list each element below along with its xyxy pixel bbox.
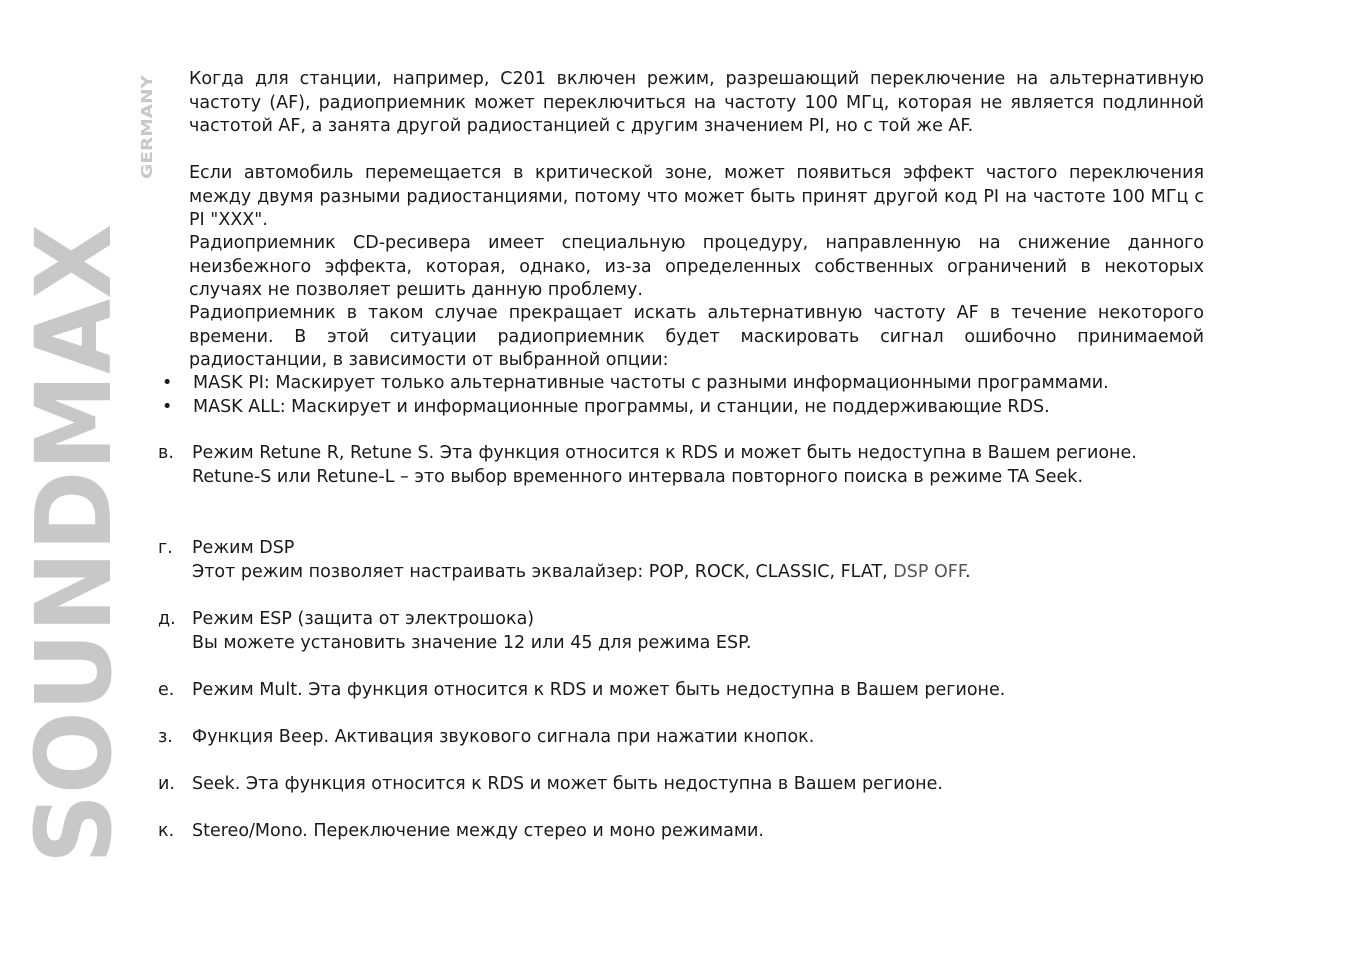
- item-marker: и.: [158, 774, 175, 794]
- bullet-text: MASK ALL: Маскирует и информационные программы, и станции, не поддерживающие RDS.: [193, 397, 1050, 417]
- item-text: Режим Mult. Эта функция относится к RDS и может быть недоступна в Вашем регионе.: [192, 680, 1006, 700]
- item-mult: [158, 679, 1211, 703]
- item-retune: [158, 442, 1211, 489]
- dsp-period: .: [965, 561, 971, 582]
- brand-tagline: GERMANY: [138, 94, 156, 179]
- bullet-mask-pi: [162, 372, 1109, 396]
- item-marker: е.: [158, 680, 175, 700]
- dsp-off-text: DSP OFF: [893, 561, 966, 582]
- brand-name: SOUNDMAX: [13, 178, 135, 864]
- bullet-mask-all: [162, 396, 1050, 420]
- item-text: Retune-S или Retune-L – это выбор временного интервала повторного поиска в режиме TA Seek.: [192, 466, 1084, 487]
- bullet-dot: •: [162, 397, 173, 417]
- bullet-text: MASK PI: Маскирует только альтернативные частоты с разными информационными программами.: [193, 373, 1109, 393]
- item-marker: з.: [158, 727, 173, 747]
- dsp-presets-text: Этот режим позволяет настраивать эквалайзер: POP, ROCK, CLASSIC, FLAT,: [192, 561, 888, 582]
- brand-logo: [13, 74, 156, 864]
- item-text: Seek. Эта функция относится к RDS и может быть недоступна в Вашем регионе.: [192, 774, 943, 794]
- item-text: Stereo/Mono. Переключение между стерео и моно режимами.: [192, 821, 764, 841]
- item-stereo-mono: [158, 820, 1211, 844]
- paragraph-masking: Радиоприемник в таком случае прекращает искать альтернативную частоту AF в течение некоторого времени. В этой ситуации радиоприемник будет маскировать сигнал ошибочно принимаемой радиостанции, в зависимости от выбранной опции:: [189, 303, 1204, 370]
- bullet-dot: •: [162, 373, 173, 393]
- item-marker: в.: [158, 443, 174, 463]
- item-text: Функция Beep. Активация звукового сигнала при нажатии кнопок.: [192, 727, 815, 747]
- brand-logo-graphic: [13, 74, 156, 864]
- item-esp: [158, 608, 1211, 655]
- item-text: Режим DSP: [192, 538, 295, 558]
- item-text: Режим ESP (защита от электрошока): [192, 609, 535, 629]
- item-text: [192, 561, 1211, 585]
- item-text: Режим Retune R, Retune S. Эта функция относится к RDS и может быть недоступна в Вашем регионе.: [192, 443, 1137, 463]
- item-dsp: [158, 537, 1211, 584]
- paragraph-critical-zone: Если автомобиль перемещается в критической зоне, может появиться эффект частого переключения между двумя разными радиостанциями, потому что может быть принят другой код PI на частоте 100 МГц с PI "XXX".: [189, 163, 1204, 230]
- item-marker: к.: [158, 821, 175, 841]
- item-seek: [158, 773, 1211, 797]
- paragraph-procedure: Радиоприемник CD-ресивера имеет специальную процедуру, направленную на снижение данного неизбежного эффекта, которая, однако, из-за определенных собственных ограничений в некоторых случаях не позволяет решить данную проблему.: [189, 233, 1204, 300]
- item-marker: г.: [158, 538, 173, 558]
- paragraph-af-switch: Когда для станции, например, C201 включен режим, разрешающий переключение на альтернативную частоту (AF), радиоприемник может переключиться на частоту 100 МГц, которая не является подлинной частотой AF, а занята другой радиостанцией с другим значением PI, но с той же AF.: [189, 69, 1204, 136]
- item-marker: д.: [158, 609, 176, 629]
- item-beep: [158, 726, 1211, 750]
- item-text: Вы можете установить значение 12 или 45 для режима ESP.: [192, 632, 752, 653]
